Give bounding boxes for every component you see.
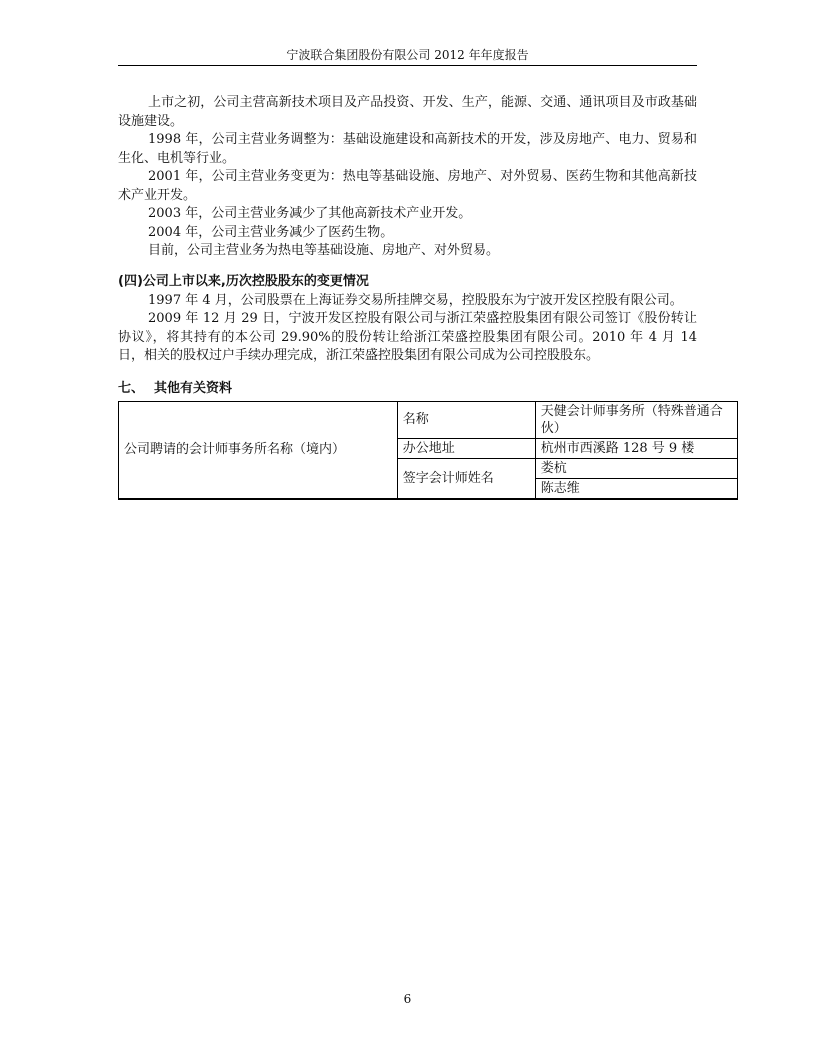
name-value-cell: 天健会计师事务所（特殊普通合伙）	[535, 401, 737, 438]
business-history-para-5: 2004 年，公司主营业务减少了医药生物。	[148, 224, 394, 240]
business-history-para-3: 2001 年，公司主营业务变更为：热电等基础设施、房地产、对外贸易、医药生物和其他高新技术产业开发。	[118, 169, 697, 203]
auditor-table	[118, 401, 738, 500]
section-7-heading	[118, 379, 697, 399]
shareholder-para-2: 2009 年 12 月 29 日，宁波开发区控股有限公司与浙江荣盛控股集团有限公司签订《股份转让协议》，将其持有的本公司 29.90%的股份转让给浙江荣盛控股集团有限公司。2010 年 4 月 14 日，相关的股权过户手续办理完成，浙江荣盛控股集团有限公司成为公司控股股东。	[118, 311, 697, 363]
document-body	[118, 94, 723, 500]
business-history-para-2: 1998 年，公司主营业务调整为：基础设施建设和高新技术的开发，涉及房地产、电力、贸易和生化、电机等行业。	[118, 132, 697, 166]
address-label-cell: 办公地址	[397, 438, 535, 458]
business-history-para-6: 目前，公司主营业务为热电等基础设施、房地产、对外贸易。	[148, 243, 500, 258]
address-value-cell: 杭州市西溪路 128 号 9 楼	[535, 438, 737, 458]
name-label-cell: 名称	[397, 401, 535, 438]
page-number: 6	[403, 992, 412, 1006]
shareholder-para-1: 1997 年 4 月，公司股票在上海证券交易所挂牌交易，控股股东为宁波开发区控股有限公司。	[148, 292, 683, 308]
table-row	[119, 401, 738, 438]
section-7-number: 七、	[118, 380, 145, 396]
page-header: 宁波联合集团股份有限公司 2012 年年度报告	[286, 48, 529, 62]
signer-2-cell: 陈志维	[535, 478, 737, 499]
auditor-row-label: 公司聘请的会计师事务所名称（境内）	[119, 401, 398, 499]
business-history-para-4: 2003 年，公司主营业务减少了其他高新技术产业开发。	[148, 206, 472, 221]
signer-1-cell: 娄杭	[535, 458, 737, 478]
section-7-title: 其他有关资料	[154, 380, 233, 396]
business-history-para-1: 上市之初，公司主营高新技术项目及产品投资、开发、生产，能源、交通、通讯项目及市政基础设施建设。	[118, 95, 697, 129]
header-rule	[118, 65, 697, 66]
section-4-heading: (四)公司上市以来,历次控股股东的变更情况	[118, 273, 369, 289]
signer-label-cell: 签字会计师姓名	[397, 458, 535, 499]
